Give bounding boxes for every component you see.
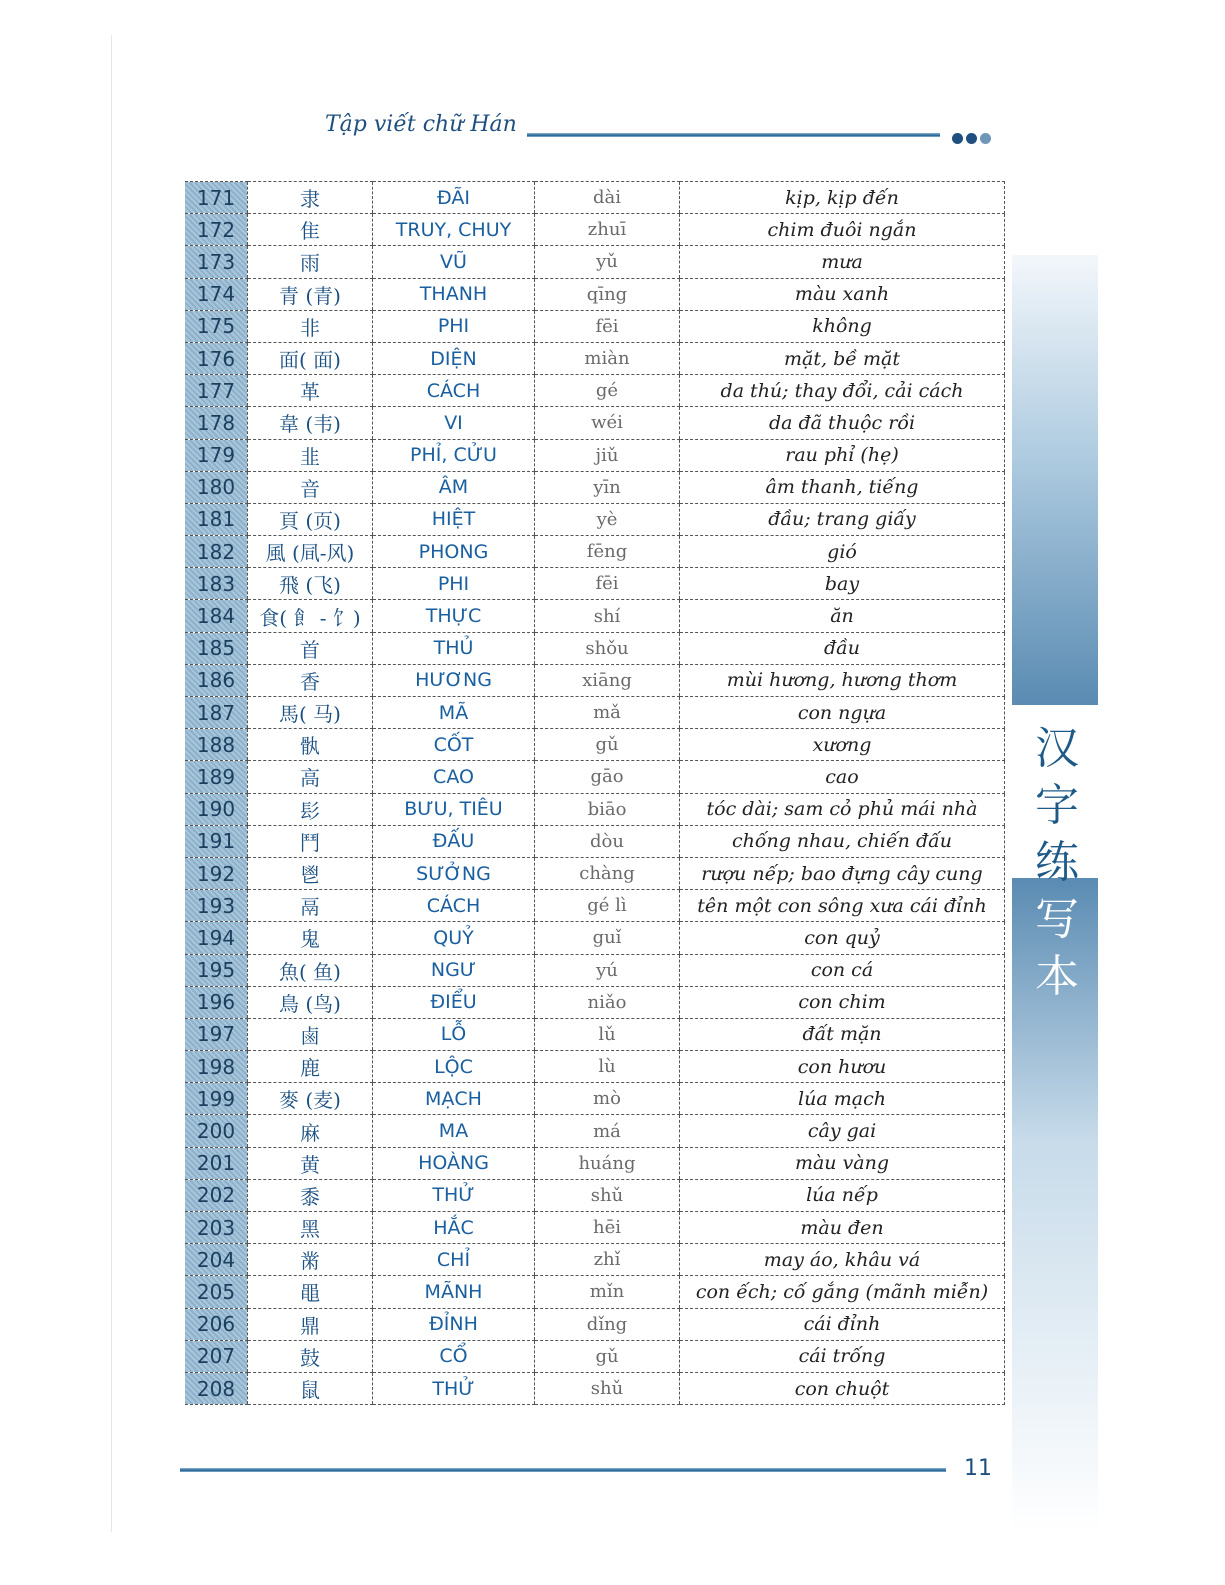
han-character: 頁 (页)	[248, 503, 373, 535]
row-number: 180	[185, 471, 248, 503]
row-number: 190	[185, 793, 248, 825]
pinyin: dǐng	[535, 1308, 680, 1340]
side-title-char: 字	[1035, 780, 1079, 831]
row-number: 206	[185, 1308, 248, 1340]
row-number: 201	[185, 1147, 248, 1179]
han-character: 飛 (飞)	[248, 568, 373, 600]
row-number: 204	[185, 1244, 248, 1276]
sino-vietnamese-reading: NGƯ	[373, 954, 535, 986]
han-character: 黄	[248, 1147, 373, 1179]
table-row	[185, 214, 1005, 246]
sino-vietnamese-reading: MẠCH	[373, 1083, 535, 1115]
meaning: cái trống	[680, 1340, 1005, 1372]
table-row	[185, 1147, 1005, 1179]
han-character: 麻	[248, 1115, 373, 1147]
table-row	[185, 1018, 1005, 1050]
row-number: 202	[185, 1179, 248, 1211]
han-character: 鬼	[248, 922, 373, 954]
sino-vietnamese-reading: MÃ	[373, 697, 535, 729]
table-row	[185, 1308, 1005, 1340]
side-title-char: 汉	[1035, 723, 1079, 774]
meaning: da đã thuộc rồi	[680, 407, 1005, 439]
table-row	[185, 954, 1005, 986]
pinyin: mǐn	[535, 1276, 680, 1308]
meaning: rượu nếp; bao đựng cây cung	[680, 857, 1005, 889]
meaning: gió	[680, 536, 1005, 568]
row-number: 196	[185, 986, 248, 1018]
sino-vietnamese-reading: CAO	[373, 761, 535, 793]
table-row	[185, 1051, 1005, 1083]
table-row	[185, 986, 1005, 1018]
ornament-dot	[966, 133, 977, 144]
sino-vietnamese-reading: THANH	[373, 278, 535, 310]
han-character: 髟	[248, 793, 373, 825]
pinyin: chàng	[535, 857, 680, 889]
row-number: 182	[185, 536, 248, 568]
page-number: 11	[964, 1456, 992, 1481]
table-row	[185, 503, 1005, 535]
table-row	[185, 536, 1005, 568]
han-character: 隹	[248, 214, 373, 246]
row-number: 207	[185, 1340, 248, 1372]
pinyin: jiǔ	[535, 439, 680, 471]
meaning: không	[680, 310, 1005, 342]
pinyin: mǎ	[535, 697, 680, 729]
table-row	[185, 278, 1005, 310]
han-character: 革	[248, 375, 373, 407]
han-character: 骫	[248, 729, 373, 761]
header-rule	[527, 133, 940, 137]
meaning: đất mặn	[680, 1018, 1005, 1050]
pinyin: dòu	[535, 825, 680, 857]
pinyin: gǔ	[535, 729, 680, 761]
row-number: 173	[185, 246, 248, 278]
meaning: lúa mạch	[680, 1083, 1005, 1115]
table-row	[185, 407, 1005, 439]
table-row	[185, 922, 1005, 954]
pinyin: shǔ	[535, 1179, 680, 1211]
meaning: ăn	[680, 600, 1005, 632]
han-character: 韭	[248, 439, 373, 471]
header-dots-ornament	[952, 129, 994, 148]
sino-vietnamese-reading: SƯỞNG	[373, 857, 535, 889]
side-title-char: 写	[1035, 894, 1079, 945]
sino-vietnamese-reading: VI	[373, 407, 535, 439]
meaning: đầu	[680, 632, 1005, 664]
sino-vietnamese-reading: MA	[373, 1115, 535, 1147]
row-number: 191	[185, 825, 248, 857]
row-number: 176	[185, 342, 248, 374]
han-character: 黽	[248, 1276, 373, 1308]
han-character: 黍	[248, 1179, 373, 1211]
sino-vietnamese-reading: ĐẤU	[373, 825, 535, 857]
meaning: tên một con sông xưa cái đỉnh	[680, 890, 1005, 922]
meaning: may áo, khâu vá	[680, 1244, 1005, 1276]
row-number: 189	[185, 761, 248, 793]
table-row	[185, 632, 1005, 664]
header-title: Tập viết chữ Hán	[325, 112, 517, 137]
ornament-dot	[952, 133, 963, 144]
sino-vietnamese-reading: PHONG	[373, 536, 535, 568]
row-number: 187	[185, 697, 248, 729]
sino-vietnamese-reading: ĐÃI	[373, 182, 535, 214]
sino-vietnamese-reading: ĐỈNH	[373, 1308, 535, 1340]
table-row	[185, 729, 1005, 761]
pinyin: guǐ	[535, 922, 680, 954]
side-title-char: 本	[1035, 951, 1079, 1002]
han-character: 鬥	[248, 825, 373, 857]
pinyin: shí	[535, 600, 680, 632]
table-row	[185, 664, 1005, 696]
han-character: 音	[248, 471, 373, 503]
han-character: 高	[248, 761, 373, 793]
sino-vietnamese-reading: ĐIỂU	[373, 986, 535, 1018]
row-number: 179	[185, 439, 248, 471]
meaning: lúa nếp	[680, 1179, 1005, 1211]
meaning: xương	[680, 729, 1005, 761]
sino-vietnamese-reading: DIỆN	[373, 342, 535, 374]
pinyin: miàn	[535, 342, 680, 374]
han-character: 隶	[248, 182, 373, 214]
pinyin: zhǐ	[535, 1244, 680, 1276]
han-character: 鬯	[248, 857, 373, 889]
sino-vietnamese-reading: THỰC	[373, 600, 535, 632]
row-number: 193	[185, 890, 248, 922]
meaning: cao	[680, 761, 1005, 793]
sino-vietnamese-reading: THỬ	[373, 1372, 535, 1404]
table-row	[185, 890, 1005, 922]
row-number: 199	[185, 1083, 248, 1115]
sino-vietnamese-reading: HẮC	[373, 1212, 535, 1244]
row-number: 208	[185, 1372, 248, 1404]
row-number: 171	[185, 182, 248, 214]
han-character: 青 (青)	[248, 278, 373, 310]
han-character: 面( 面)	[248, 342, 373, 374]
row-number: 174	[185, 278, 248, 310]
meaning: con cá	[680, 954, 1005, 986]
pinyin: zhuī	[535, 214, 680, 246]
sino-vietnamese-reading: HIỆT	[373, 503, 535, 535]
table-row	[185, 342, 1005, 374]
row-number: 184	[185, 600, 248, 632]
table-row	[185, 761, 1005, 793]
han-character: 馬( 马)	[248, 697, 373, 729]
table-row	[185, 439, 1005, 471]
pinyin: gǔ	[535, 1340, 680, 1372]
pinyin: wéi	[535, 407, 680, 439]
row-number: 188	[185, 729, 248, 761]
sino-vietnamese-reading: HƯƠNG	[373, 664, 535, 696]
table-row	[185, 600, 1005, 632]
row-number: 200	[185, 1115, 248, 1147]
han-character: 黑	[248, 1212, 373, 1244]
han-character: 鼎	[248, 1308, 373, 1340]
table-row	[185, 1276, 1005, 1308]
table-row	[185, 471, 1005, 503]
han-character: 鹿	[248, 1051, 373, 1083]
meaning: màu xanh	[680, 278, 1005, 310]
meaning: con ếch; cố gắng (mãnh miễn)	[680, 1276, 1005, 1308]
table-row	[185, 793, 1005, 825]
side-title-char: 练	[1035, 837, 1079, 888]
table-row	[185, 1115, 1005, 1147]
pinyin: biāo	[535, 793, 680, 825]
meaning: mưa	[680, 246, 1005, 278]
sino-vietnamese-reading: PHI	[373, 568, 535, 600]
table-row	[185, 568, 1005, 600]
row-number: 172	[185, 214, 248, 246]
meaning: màu đen	[680, 1212, 1005, 1244]
han-character: 黹	[248, 1244, 373, 1276]
table-row	[185, 182, 1005, 214]
row-number: 183	[185, 568, 248, 600]
meaning: con chim	[680, 986, 1005, 1018]
pinyin: shǔ	[535, 1372, 680, 1404]
row-number: 192	[185, 857, 248, 889]
pinyin: fēng	[535, 536, 680, 568]
table-row	[185, 1212, 1005, 1244]
meaning: âm thanh, tiếng	[680, 471, 1005, 503]
table-row	[185, 1083, 1005, 1115]
meaning: con chuột	[680, 1372, 1005, 1404]
table-row	[185, 697, 1005, 729]
sino-vietnamese-reading: CÁCH	[373, 375, 535, 407]
han-character: 韋 (韦)	[248, 407, 373, 439]
table-row	[185, 825, 1005, 857]
han-character: 鬲	[248, 890, 373, 922]
row-number: 177	[185, 375, 248, 407]
meaning: con quỷ	[680, 922, 1005, 954]
meaning: cây gai	[680, 1115, 1005, 1147]
han-character: 風 (凬-风)	[248, 536, 373, 568]
pinyin: yè	[535, 503, 680, 535]
pinyin: yīn	[535, 471, 680, 503]
sino-vietnamese-reading: CHỈ	[373, 1244, 535, 1276]
meaning: mặt, bề mặt	[680, 342, 1005, 374]
row-number: 203	[185, 1212, 248, 1244]
meaning: con hươu	[680, 1051, 1005, 1083]
han-character: 非	[248, 310, 373, 342]
sino-vietnamese-reading: PHỈ, CỬU	[373, 439, 535, 471]
row-number: 185	[185, 632, 248, 664]
row-number: 197	[185, 1018, 248, 1050]
row-number: 186	[185, 664, 248, 696]
side-band-top	[1012, 255, 1098, 705]
sino-vietnamese-reading: TRUY, CHUY	[373, 214, 535, 246]
row-number: 175	[185, 310, 248, 342]
sino-vietnamese-reading: THỬ	[373, 1179, 535, 1211]
han-character: 麥 (麦)	[248, 1083, 373, 1115]
table-row	[185, 1340, 1005, 1372]
pinyin: má	[535, 1115, 680, 1147]
pinyin: yú	[535, 954, 680, 986]
pinyin: gé	[535, 375, 680, 407]
pinyin: gé lì	[535, 890, 680, 922]
sino-vietnamese-reading: PHI	[373, 310, 535, 342]
pinyin: shǒu	[535, 632, 680, 664]
sino-vietnamese-reading: VŨ	[373, 246, 535, 278]
sino-vietnamese-reading: LỖ	[373, 1018, 535, 1050]
table-row	[185, 1179, 1005, 1211]
han-character: 食( 飠 - 饣)	[248, 600, 373, 632]
table-body	[185, 182, 1005, 1405]
pinyin: lù	[535, 1051, 680, 1083]
sino-vietnamese-reading: QUỶ	[373, 922, 535, 954]
row-number: 178	[185, 407, 248, 439]
meaning: chống nhau, chiến đấu	[680, 825, 1005, 857]
pinyin: mò	[535, 1083, 680, 1115]
pinyin: lǔ	[535, 1018, 680, 1050]
row-number: 205	[185, 1276, 248, 1308]
pinyin: huáng	[535, 1147, 680, 1179]
table-row	[185, 1372, 1005, 1404]
pinyin: niǎo	[535, 986, 680, 1018]
meaning: rau phỉ (hẹ)	[680, 439, 1005, 471]
meaning: mùi hương, hương thơm	[680, 664, 1005, 696]
meaning: tóc dài; sam cỏ phủ mái nhà	[680, 793, 1005, 825]
table-row	[185, 246, 1005, 278]
row-number: 195	[185, 954, 248, 986]
han-character: 首	[248, 632, 373, 664]
meaning: con ngựa	[680, 697, 1005, 729]
pinyin: xiāng	[535, 664, 680, 696]
footer-rule	[180, 1468, 946, 1472]
sino-vietnamese-reading: LỘC	[373, 1051, 535, 1083]
pinyin: qīng	[535, 278, 680, 310]
han-character: 鹵	[248, 1018, 373, 1050]
han-character: 魚( 鱼)	[248, 954, 373, 986]
han-character: 香	[248, 664, 373, 696]
pinyin: fēi	[535, 568, 680, 600]
pinyin: yǔ	[535, 246, 680, 278]
pinyin: hēi	[535, 1212, 680, 1244]
meaning: kịp, kịp đến	[680, 182, 1005, 214]
sino-vietnamese-reading: CỐT	[373, 729, 535, 761]
row-number: 198	[185, 1051, 248, 1083]
han-character: 鼠	[248, 1372, 373, 1404]
meaning: đầu; trang giấy	[680, 503, 1005, 535]
ornament-dot	[980, 133, 991, 144]
sino-vietnamese-reading: CỔ	[373, 1340, 535, 1372]
han-character: 鳥 (鸟)	[248, 986, 373, 1018]
table-row	[185, 310, 1005, 342]
table-row	[185, 857, 1005, 889]
meaning: da thú; thay đổi, cải cách	[680, 375, 1005, 407]
meaning: chim đuôi ngắn	[680, 214, 1005, 246]
han-character: 雨	[248, 246, 373, 278]
pinyin: fēi	[535, 310, 680, 342]
sino-vietnamese-reading: BƯU, TIÊU	[373, 793, 535, 825]
han-character: 鼓	[248, 1340, 373, 1372]
radical-vocabulary-table	[185, 181, 1005, 1405]
sino-vietnamese-reading: ÂM	[373, 471, 535, 503]
row-number: 181	[185, 503, 248, 535]
sino-vietnamese-reading: HOÀNG	[373, 1147, 535, 1179]
row-number: 194	[185, 922, 248, 954]
side-title-vertical	[1027, 720, 1087, 1005]
sino-vietnamese-reading: THỦ	[373, 632, 535, 664]
meaning: bay	[680, 568, 1005, 600]
pinyin: gāo	[535, 761, 680, 793]
sino-vietnamese-reading: MÃNH	[373, 1276, 535, 1308]
meaning: cái đỉnh	[680, 1308, 1005, 1340]
table-row	[185, 1244, 1005, 1276]
table-row	[185, 375, 1005, 407]
meaning: màu vàng	[680, 1147, 1005, 1179]
sino-vietnamese-reading: CÁCH	[373, 890, 535, 922]
pinyin: dài	[535, 182, 680, 214]
